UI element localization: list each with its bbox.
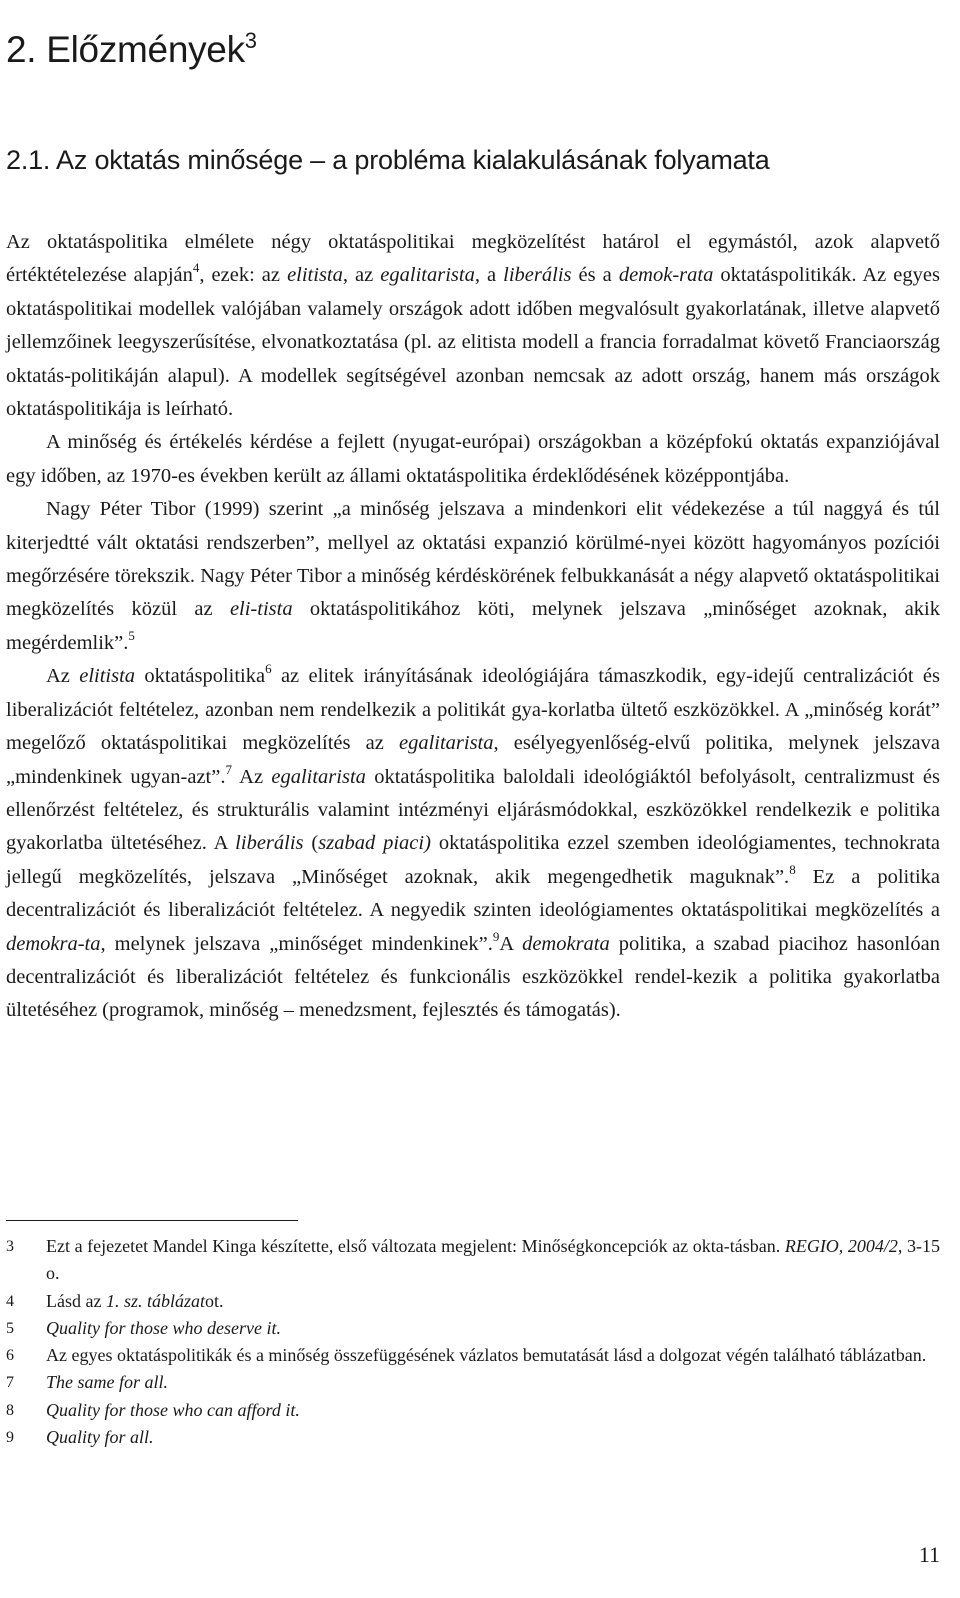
italic-text: egalitarista: [398, 732, 494, 755]
body-text: [6, 226, 940, 1028]
text-run: az elitek irányításának ideológiájára támaszkodik, egy-idejű centralizációt és liberalizációt feltételez, azonban nem rendelkezik a politikát gya-korlatba ültető eszközökkel. A „minőség korát” megelőző oktatáspolitikai megközelítés az: [6, 665, 940, 755]
footnote: [6, 1342, 940, 1369]
italic-text: egalitarista: [271, 765, 366, 788]
text-run: , az: [342, 264, 381, 287]
text-run: Az: [46, 665, 80, 688]
page-number: 11: [918, 1542, 940, 1567]
text-run: , 3-15 o.: [46, 1236, 940, 1284]
italic-text: demok-rata: [618, 264, 714, 287]
text-run: Nagy Péter Tibor (1999) szerint „a minőség jelszava a mindenkori elit védekezése a túl naggyá és túl kiterjedtté vált oktatási rendszerben”, mellyel az oktatási expanzió körülmé-nyei között hagyományos pozíciói megőrzésére törekszik. Nagy Péter Tibor a minőség kérdéskörének felbukkanását a négy alapvető oktatáspolitikai megközelítés közül az: [6, 498, 940, 621]
footnote-list: [6, 1233, 940, 1451]
text-run: oktatáspolitika baloldali ideológiáktól befolyásolt, centralizmust és ellenőrzést feltételez, és strukturális valamint intézményi eljárásmódokkal, eszközökkel rendelkezik e politika gyakorlatba ültetéséhez. A: [6, 765, 940, 855]
footnote-number: 5: [6, 1319, 14, 1337]
text-run: politika, a szabad piacihoz hasonlóan decentralizációt és liberalizációt feltételez és funkcionális eszközökkel rendel-kezik a politika gyakorlatba ültetéséhez (programok, minőség – menedzsment, fejlesztés és támogatás).: [6, 932, 940, 1022]
footnote-number: 7: [6, 1374, 14, 1392]
text-run: oktatáspolitika: [135, 665, 266, 688]
italic-text: demokra-ta: [6, 932, 101, 955]
footnote-ref: 8: [789, 861, 796, 877]
italic-text: liberális: [235, 832, 304, 855]
footnote: [6, 1233, 940, 1288]
italic-text: egalitarista: [380, 264, 475, 287]
text-run: , melynek jelszava „minőséget mindenkinek”.: [100, 932, 493, 955]
text-run: Ez a politika decentralizációt és liberalizációt feltételez. A negyedik szinten ideológiamentes oktatáspolitikai megközelítés a: [6, 865, 940, 922]
chapter-heading: [6, 28, 257, 72]
footnote: [6, 1369, 940, 1396]
footnote-ref: 9: [492, 928, 500, 944]
paragraph: [6, 226, 940, 426]
footnote-number: 8: [6, 1401, 14, 1419]
italic-text: szabad piaci): [318, 832, 431, 855]
text-run: , a: [474, 264, 504, 287]
italic-text: 1. sz. táblázat: [105, 1290, 205, 1311]
text-run: Az egyes oktatáspolitikák és a minőség összefüggésének vázlatos bemutatását lásd a dolgozat végén található táblázatban.: [46, 1345, 927, 1366]
text-run: és a: [571, 264, 619, 287]
italic-text: Quality for all.: [46, 1427, 154, 1448]
paragraph: [6, 493, 940, 660]
italic-text: elitista: [287, 264, 343, 287]
footnote: [6, 1315, 940, 1342]
footnote-ref: 4: [192, 260, 200, 276]
footnote-number: 6: [6, 1347, 14, 1365]
italic-text: Quality for those who deserve it.: [46, 1317, 281, 1338]
text-run: ot.: [205, 1290, 224, 1311]
footnote: [6, 1288, 940, 1315]
text-run: Lásd az: [46, 1290, 106, 1311]
footnote-number: 4: [6, 1292, 14, 1310]
italic-text: liberális: [503, 264, 572, 287]
text-run: oktatáspolitikához köti, melynek jelszava „minőséget azoknak, akik megérdemlik”.: [6, 598, 940, 654]
text-run: Ezt a fejezetet Mandel Kinga készítette, első változata megjelent: Minőségkoncepciók az okta-tásban.: [46, 1236, 785, 1256]
footnote-ref: 7: [225, 761, 232, 777]
text-run: Az: [231, 765, 272, 788]
text-run: Az oktatáspolitika elmélete négy oktatáspolitikai megközelítést határol el egymástól, azok alapvető értéktételezése alapján: [6, 231, 940, 287]
text-run: A minőség és értékelés kérdése a fejlett (nyugat-európai) országokban a középfokú oktatás expanziójával egy időben, az 1970-es években került az állami oktatáspolitika érdeklődésének középpontjába.: [6, 431, 940, 487]
footnote-ref: 6: [265, 661, 272, 677]
italic-text: demokrata: [522, 932, 610, 955]
footnote: [6, 1397, 940, 1424]
italic-text: Quality for those who can afford it.: [46, 1399, 300, 1420]
footnote-separator: [6, 1220, 298, 1221]
footnote-ref: 5: [128, 627, 135, 643]
section-heading: 2.1. Az oktatás minősége – a probléma kialakulásának folyamata: [6, 145, 770, 175]
text-run: oktatáspolitika ezzel szemben ideológiamentes, technokrata jellegű megközelítés, jelszava „Minőséget azoknak, akik megengedhetik maguknak”.: [6, 832, 940, 888]
italic-text: elitista: [79, 665, 136, 688]
italic-text: The same for all.: [46, 1372, 169, 1393]
text-run: (: [303, 832, 319, 855]
text-run: , ezek: az: [199, 264, 288, 287]
italic-text: REGIO, 2004/2: [784, 1236, 898, 1256]
paragraph: [6, 660, 940, 1027]
italic-text: eli-tista: [229, 598, 293, 621]
footnote-number: 3: [6, 1238, 14, 1255]
paragraph: [6, 426, 940, 493]
text-run: , esélyegyenlőség-elvű politika, melynek jelszava „mindenkinek ugyan-azt”.: [6, 732, 940, 788]
chapter-title: 2. Előzmények: [6, 29, 245, 70]
footnote: [6, 1424, 940, 1451]
text-run: oktatáspolitikák. Az egyes oktatáspolitikai modellek valójában valamely országok adott időben megvalósult gyakorlatának, illetve alapvető jellemzőinek leegyszerűsítése, elvonatkoztatása (pl. az elitista modell a francia forradalmat követő Franciaország oktatás-politikáján alapul). A modellek segítségével azonban nemcsak az adott ország, hanem más országok oktatáspolitikája is leírható.: [6, 264, 940, 421]
chapter-footnote-ref: 3: [244, 28, 257, 53]
footnote-number: 9: [6, 1429, 14, 1447]
text-run: A: [499, 932, 523, 955]
